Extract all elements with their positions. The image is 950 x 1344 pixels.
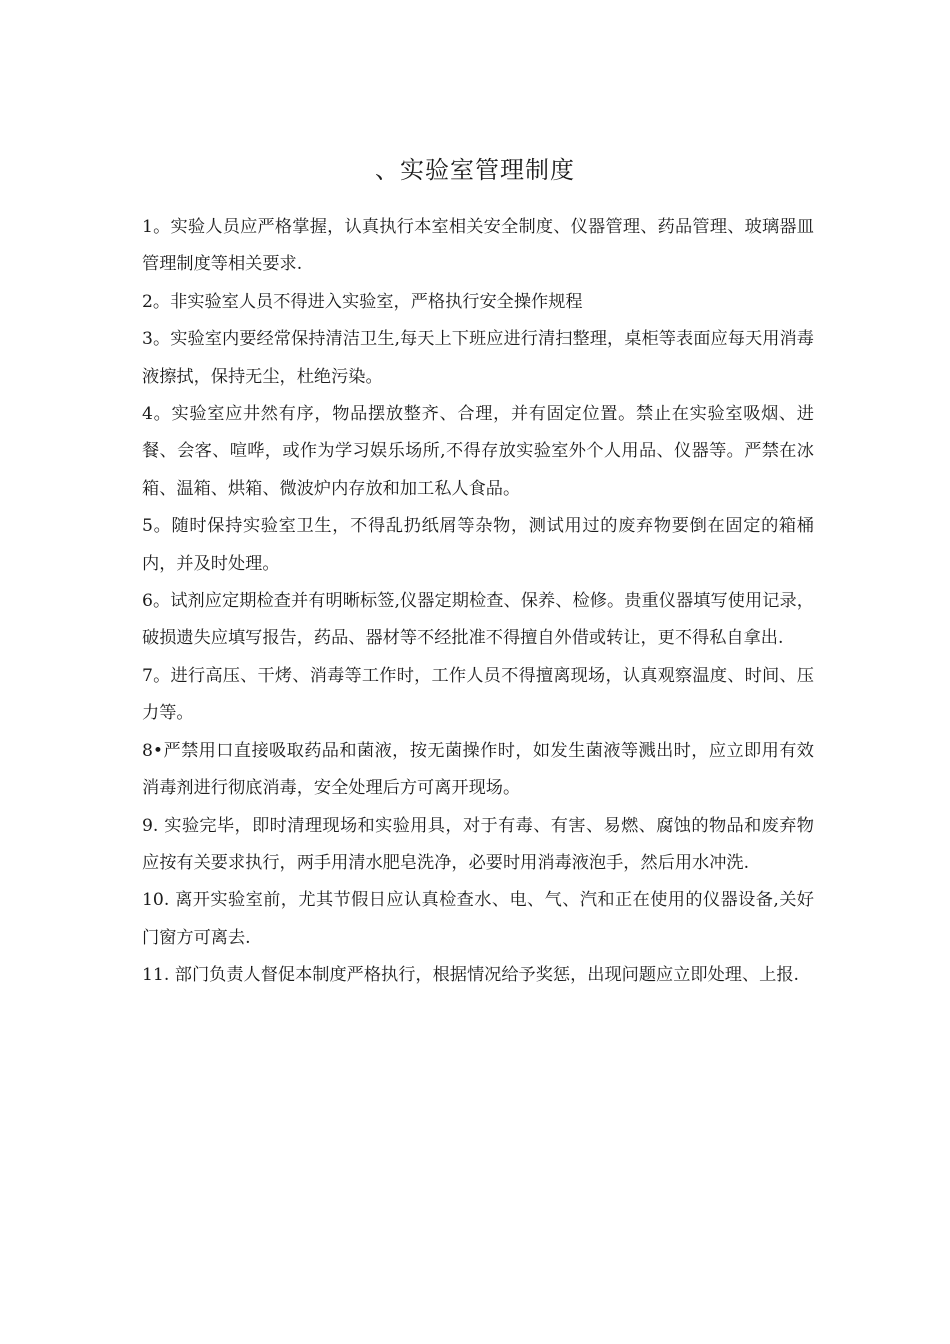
document-body [142,209,814,995]
rule-paragraph-7: 7。进行高压、干烤、消毒等工作时，工作人员不得擅离现场，认真观察温度、时间、压力等。 [142,665,814,724]
rule-paragraph-6: 6。试剂应定期检查并有明晰标签,仪器定期检查、保养、检修。贵重仪器填写使用记录，破损遗失应填写报告，药品、器材等不经批准不得擅自外借或转让，更不得私自拿出. [142,591,814,649]
rule-paragraph-2: 2。非实验室人员不得进入实验室，严格执行安全操作规程 [142,291,583,312]
rule-paragraph-3: 3。实验室内要经常保持清洁卫生,每天上下班应进行清扫整理，桌柜等表面应每天用消毒液擦拭，保持无尘，杜绝污染。 [142,329,814,387]
rule-paragraph-11: 11. 部门负责人督促本制度严格执行，根据情况给予奖惩，出现问题应立即处理、上报. [142,965,800,986]
rule-paragraph-4: 4。实验室应井然有序，物品摆放整齐、合理，并有固定位置。禁止在实验室吸烟、进餐、会客、喧哗，或作为学习娱乐场所,不得存放实验室外个人用品、仪器等。严禁在冰箱、温箱、烘箱、微波炉内存放和加工私人食品。 [142,404,814,499]
rule-paragraph-10: 10. 离开实验室前，尤其节假日应认真检查水、电、气、汽和正在使用的仪器设备,关好门窗方可离去. [142,890,814,948]
rule-paragraph-5: 5。随时保持实验室卫生，不得乱扔纸屑等杂物，测试用过的废弃物要倒在固定的箱桶内，并及时处理。 [142,516,814,574]
rule-paragraph-1: 1。实验人员应严格掌握，认真执行本室相关安全制度、仪器管理、药品管理、玻璃器皿管理制度等相关要求. [142,217,814,275]
rule-paragraph-9: 9. 实验完毕，即时清理现场和实验用具，对于有毒、有害、易燃、腐蚀的物品和废弃物应按有关要求执行，两手用清水肥皂洗净，必要时用消毒液泡手，然后用水冲洗. [142,815,814,873]
document-title: 、实验室管理制度 [375,156,575,184]
rule-paragraph-8: 8•严禁用口直接吸取药品和菌液，按无菌操作时，如发生菌液等溅出时，应立即用有效消毒剂进行彻底消毒，安全处理后方可离开现场。 [142,740,814,799]
